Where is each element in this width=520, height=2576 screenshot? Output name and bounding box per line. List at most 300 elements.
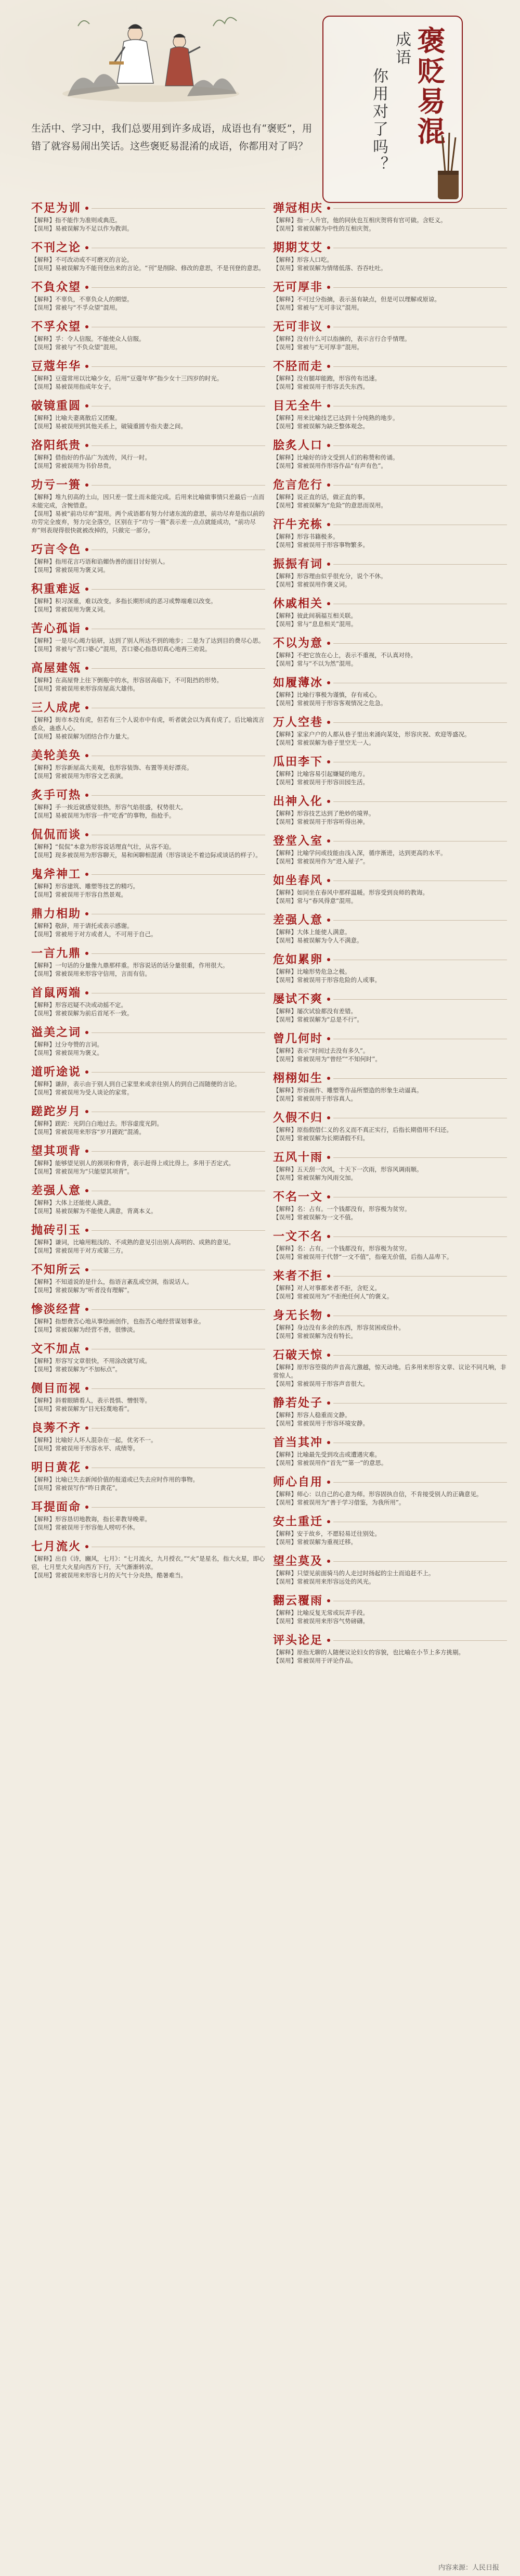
idiom-explanation: 【解释】不知道说的是什么，指语言紊乱或空洞，指说话人。 [31,1278,193,1285]
idiom-title: 不刊之论 [31,241,82,254]
divider [92,1309,265,1310]
idiom-misuse: 【误用】常被误用为“只能望其项背”。 [31,1168,133,1175]
bullet-dot-icon [327,1274,330,1278]
idiom-entry [273,240,507,272]
bullet-dot-icon [327,1354,330,1357]
idiom-entry [273,596,507,628]
bullet-dot-icon [327,1195,330,1198]
idiom-misuse: 【误用】常被误用作褒义词。 [273,581,351,588]
idiom-header [31,438,265,453]
idiom-misuse: 【误用】常被误用为书价昂贵。 [31,462,115,469]
idiom-explanation: 【解释】过分夸赞的言词。 [31,1041,103,1048]
idiom-title: 功亏一篑 [31,478,82,492]
idiom-entry [31,1341,265,1373]
idiom-misuse: 【误用】常被误用为褒义。 [31,1049,103,1056]
idiom-misuse: 【误用】常被与“不孚众望”混用。 [31,304,121,311]
divider [92,795,265,796]
divider [333,801,507,802]
idiom-header [31,827,265,843]
idiom-misuse: 【误用】易被误解为不能使人满意，背离本义。 [31,1207,157,1215]
idiom-title: 苦心孤诣 [31,622,82,635]
idiom-misuse: 【误用】常被误解为一文不值。 [273,1214,357,1221]
idiom-title: 静若处子 [273,1396,323,1410]
idiom-entry [31,1420,265,1452]
idiom-entry [273,635,507,668]
bullet-dot-icon [85,952,88,955]
idiom-misuse: 【误用】常被误用来形容气势磅礴。 [273,1617,369,1625]
idiom-title: 危言危行 [273,478,323,492]
divider [92,1507,265,1508]
idiom-entry [31,1104,265,1136]
idiom-entry [273,1395,507,1427]
idiom-title: 石破天惊 [273,1348,323,1362]
idiom-explanation: 【解释】原指无聊的人随便议论妇女的容貌，也比喻在小节上多方挑剔。 [273,1649,464,1656]
idiom-entry [31,1064,265,1096]
idiom-explanation: 【解释】不辜负，不辜负众人的期望。 [31,296,133,303]
idiom-header [273,675,507,691]
idiom-explanation: 【解释】形容书籍极多。 [273,533,339,540]
idiom-explanation: 【解释】彼此间祸福互相关联。 [273,612,357,619]
idiom-misuse: 【误用】常被误解为“危险”的意思而误用。 [273,502,387,509]
bullet-dot-icon [85,1308,88,1311]
bullet-dot-icon [85,833,88,836]
idiom-misuse: 【误用】易被误解为不足以作为教训。 [31,225,133,232]
divider [92,1388,265,1389]
divider [333,1355,507,1356]
idiom-header [31,1262,265,1278]
idiom-explanation: 【解释】比喻行事极为谨慎，存有戒心。 [273,691,381,698]
idiom-title: 不胫而走 [273,360,323,373]
idiom-entry [31,621,265,653]
idiom-misuse: 【误用】常被误用于代替“一文不值”，指毫无价值，后指人品卑下。 [273,1253,453,1260]
idiom-explanation: 【解释】名：占有。一个钱都没有，形容极为贫穷。 [273,1245,411,1252]
idiom-title: 差强人意 [273,913,323,927]
idiom-title: 身无长物 [273,1309,323,1322]
idiom-header [273,873,507,888]
idiom-misuse: 【误用】常被与“无可厚非”混用。 [273,343,363,351]
idiom-header [31,621,265,636]
idiom-entry [273,754,507,786]
bullet-dot-icon [327,839,330,843]
idiom-misuse: 【误用】易被“前功尽弃”混用。两个成语都有努力付诸东流的意思，前功尽弃是指以前的功劳完全废弃，努力完全落空，区别在于“功亏一篑”表示差一点点就能成功，“前功尽弃”则表现得很快就被改掉的，只做完一部分。 [31,510,265,534]
idiom-header [273,1268,507,1284]
idiom-title: 洛阳纸贵 [31,439,82,452]
idiom-misuse: 【误用】常被与“无可非议”混用。 [273,304,363,311]
idiom-header [273,715,507,730]
idiom-title: 如履薄冰 [273,676,323,690]
idiom-entry [31,946,265,978]
idiom-title: 无可非议 [273,320,323,334]
bullet-dot-icon [327,1639,330,1642]
idiom-misuse: 【误用】常被误用为受人谈论的家常。 [31,1089,133,1096]
bullet-dot-icon [327,760,330,763]
bullet-dot-icon [85,667,88,670]
idiom-misuse: 【误用】常被误用于形容丢失东西。 [273,383,369,390]
idiom-title: 汗牛充栋 [273,518,323,531]
idiom-entry [273,873,507,905]
idiom-explanation: 【解释】在高屋脊上往下倒瓶中的水，形容居高临下，不可阻挡的形势。 [31,677,223,684]
idiom-title: 期期艾艾 [273,241,323,254]
idiom-title: 望尘莫及 [273,1554,323,1568]
idiom-header [273,635,507,651]
bullet-dot-icon [327,1441,330,1444]
idiom-explanation: 【解释】谦辞，表示由于别人到自己家里来或亲往别人的到自己而随便的言论。 [31,1080,241,1088]
idiom-header [273,1308,507,1323]
idiom-explanation: 【解释】手一挨近就感觉很热，形容气焰很盛，权势很大。 [31,804,187,811]
idiom-entry [31,1143,265,1176]
idiom-explanation: 【解释】形容人稳重而文静。 [273,1411,351,1419]
divider [92,953,265,954]
idiom-title: 不以为意 [273,636,323,650]
idiom-entry [31,1539,265,1579]
idiom-entry [273,833,507,865]
idiom-misuse: 【误用】常被误用于形容事物繁多。 [273,541,369,549]
bullet-dot-icon [327,642,330,645]
bullet-dot-icon [85,1110,88,1113]
idiom-explanation: 【解释】没有什么可以指摘的，表示言行合乎情理。 [273,335,411,342]
idiom-header [31,1025,265,1040]
idiom-misuse: 【误用】常被误写作“昨日黄花”。 [31,1484,121,1491]
bullet-dot-icon [327,1401,330,1405]
bullet-dot-icon [327,721,330,724]
idiom-explanation: 【解释】积习深重，难以改变。多指长期形成的恶习或弊端难以改变。 [31,597,217,605]
idiom-misuse: 【误用】常被误用于对方或第三方。 [31,1247,127,1254]
idiom-explanation: 【解释】比喻最先受到攻击或遭遇灾难。 [273,1451,381,1458]
bullet-dot-icon [85,1506,88,1509]
idiom-explanation: 【解释】一句话的分量像九鼎那样重。形容说话的话分量很重，作用很大。 [31,962,229,969]
idiom-header [273,754,507,770]
idiom-title: 鼎力相助 [31,907,82,921]
idiom-misuse: 【误用】常被误用为褒义词。 [31,566,109,573]
idiom-entry [31,660,265,693]
idiom-entry [273,1435,507,1467]
idiom-entry [31,240,265,272]
scholar-illustration [57,5,244,104]
idiom-entry [273,359,507,391]
idiom-explanation: 【解释】如同坐在春风中那样温暖。形容受到良师的教诲。 [273,889,428,896]
idiom-explanation: 【解释】对人对事都来者不拒，含贬义。 [273,1284,381,1292]
idiom-header [273,200,507,216]
divider [92,874,265,875]
idiom-title: 不孚众望 [31,320,82,334]
idiom-explanation: 【解释】不可改动或不可磨灭的言论。 [31,256,133,263]
idiom-explanation: 【解释】指用花言巧语和谄媚伪善的面目讨好别人。 [31,558,169,565]
idiom-header [31,748,265,763]
idiom-header [31,240,265,256]
divider [92,1072,265,1073]
idiom-entry [273,1150,507,1182]
divider [333,564,507,565]
idiom-explanation: 【解释】堆九仞高的土山，因只差一筐土而未能完成。后用来比喻做事情只差最后一点而未能完成，含惋惜意。 [31,493,265,509]
idiom-explanation: 【解释】大体上能使人满意。 [273,928,351,936]
idiom-explanation: 【解释】形容写文章很快，不用涂改就写成。 [31,1357,151,1364]
idiom-entry [273,319,507,351]
idiom-misuse: 【误用】常与“春风得意”混用。 [273,897,357,904]
idiom-explanation: 【解释】比喻好人坏人混杂在一起，优劣不一。 [31,1436,157,1444]
idiom-entry [31,581,265,614]
idiom-misuse: 【误用】常被误用来形容远处的风光。 [273,1578,375,1585]
idiom-header [273,517,507,532]
idiom-entry [31,438,265,470]
bullet-dot-icon [85,444,88,447]
bullet-dot-icon [85,1229,88,1232]
idiom-entry [31,700,265,741]
idiom-misuse: 【误用】常被误用于形容危险的人或事。 [273,976,381,984]
divider [92,445,265,446]
idiom-explanation: 【解释】表示“时间过去没有多久”。 [273,1047,369,1054]
bullet-dot-icon [85,912,88,915]
idiom-header [31,319,265,335]
idiom-title: 差强人意 [31,1184,82,1197]
idiom-misuse: 【误用】常被误用为形容文艺表演。 [31,772,127,780]
idiom-header [273,1031,507,1047]
idiom-explanation: 【解释】形容技艺达到了绝妙的境界。 [273,810,375,817]
idiom-header [273,438,507,453]
idiom-header [31,1539,265,1554]
idiom-explanation: 【解释】说正直的话，做正直的事。 [273,493,369,501]
bullet-dot-icon [327,1037,330,1040]
idiom-header [31,279,265,295]
title-block [317,16,468,213]
idiom-entry [31,398,265,430]
bullet-dot-icon [327,1520,330,1523]
idiom-misuse: 【误用】易被误用指成年女子。 [31,383,115,390]
idiom-title: 三人成虎 [31,701,82,715]
idiom-misuse: 【误用】常被用于对方或者人，不可用于自己。 [31,930,157,938]
idiom-title: 耳提面命 [31,1500,82,1514]
idiom-title: 曾几何时 [273,1032,323,1045]
divider [92,668,265,669]
idiom-misuse: 【误用】常被误用来形容“岁月蹉跎”混淆。 [31,1128,145,1136]
idiom-misuse: 【误用】常被误用于形容听得出神。 [273,818,369,825]
idiom-header [31,1064,265,1080]
idiom-header [273,1150,507,1165]
idiom-header [273,833,507,849]
idiom-explanation: 【解释】敬辞，用于请托或表示感谢。 [31,922,133,929]
divider [333,722,507,723]
idiom-header [273,1189,507,1205]
idiom-entry [273,398,507,430]
idiom-title: 文不加点 [31,1342,82,1356]
idiom-explanation: 【解释】比喻形势危急之极。 [273,968,351,975]
idiom-misuse: 【误用】常与“息息相关”混用。 [273,620,357,628]
idiom-title: 休戚相关 [273,597,323,610]
idiom-header [273,1514,507,1529]
divider [333,643,507,644]
idiom-explanation: 【解释】身边没有多余的东西，形容贫困或俭朴。 [273,1324,405,1331]
idiom-header [31,787,265,803]
idiom-misuse: 【误用】常被误用为“不拒绝任何人”的褒义。 [273,1293,393,1300]
idiom-misuse: 【误用】常被误用来形容房屋高大雄伟。 [31,685,139,692]
idiom-explanation: 【解释】比喻夫妻离散后又团聚。 [31,414,121,422]
idiom-entry [273,517,507,549]
idiom-entry [273,952,507,984]
bullet-dot-icon [85,1150,88,1153]
idiom-explanation: 【解释】能够望见别人的颈项和脊背，表示赶得上或比得上。多用于否定式。 [31,1159,235,1167]
bullet-dot-icon [327,483,330,487]
idiom-entry [31,985,265,1017]
source-credit: 内容来源：人民日报 [438,2564,499,2572]
idiom-entry [31,279,265,312]
divider [92,208,265,209]
idiom-entry [273,1308,507,1340]
idiom-header [31,1104,265,1119]
idiom-header [273,952,507,967]
idiom-entry [31,1183,265,1215]
idiom-misuse: 【误用】常被误解为“不加标点”。 [31,1366,121,1373]
bullet-dot-icon [327,1116,330,1119]
idiom-misuse: 【误用】常被误用为“曾经”“不知何时”。 [273,1055,381,1063]
idiom-misuse: 【误用】易被误解为不能刊登出来的言论。“刊”是削除、修改的意思，不是刊登的意思。 [31,264,265,272]
idiom-entry [31,787,265,820]
idiom-misuse: 【误用】常被误解为中性的互相庆贺。 [273,225,375,232]
idiom-header [31,398,265,414]
divider [333,1078,507,1079]
bullet-dot-icon [85,1466,88,1469]
bullet-dot-icon [327,998,330,1001]
idiom-title: 侃侃而谈 [31,828,82,841]
idiom-header [273,1593,507,1609]
idiom-title: 良莠不齐 [31,1421,82,1435]
idiom-misuse: 【误用】常被误解为巷子里空无一人。 [273,739,375,746]
idiom-explanation: 【解释】比喻学问或技能由浅入深，循序渐进，达到更高的水平。 [273,849,447,857]
idiom-misuse: 【误用】易被误用为形容一件“吃香”的事物，指抢手。 [31,812,175,819]
idiom-entry [273,1593,507,1625]
idiom-entry [273,715,507,747]
idiom-explanation: 【解释】蹉跎：光阴白白地过去。形容虚度光阴。 [31,1120,163,1127]
idiom-header [31,581,265,597]
idiom-title: 五风十雨 [273,1151,323,1164]
idiom-title: 高屋建瓴 [31,661,82,675]
idiom-explanation: 【解释】形容迟疑不决或动摇不定。 [31,1001,127,1009]
idiom-entry [273,477,507,509]
idiom-explanation: 【解释】谦词，比喻用粗浅的、不成熟的意见引出别人高明的、成熟的意见。 [31,1239,235,1246]
idiom-title: 师心自用 [273,1475,323,1489]
idiom-title: 惨淡经营 [31,1303,82,1316]
bullet-dot-icon [327,1235,330,1238]
idiom-title: 弹冠相庆 [273,201,323,215]
idiom-entry [31,1499,265,1532]
idiom-title: 美轮美奂 [31,749,82,762]
idiom-explanation: 【解释】用来比喻技艺已达到十分纯熟的地步。 [273,414,399,422]
idiom-header [31,906,265,922]
divider [92,1032,265,1033]
idiom-explanation: 【解释】屡次试验都没有差错。 [273,1008,357,1015]
divider [333,1561,507,1562]
bullet-dot-icon [85,365,88,368]
bullet-dot-icon [85,1189,88,1192]
bullet-dot-icon [327,958,330,961]
idiom-header [31,1341,265,1357]
idiom-misuse: 【误用】常与“不以为然”混用。 [273,660,357,667]
idiom-title: 七月流火 [31,1540,82,1553]
idiom-header [273,1070,507,1086]
idiom-entry [273,1110,507,1142]
idiom-misuse: 【误用】易被误解为令人不满意。 [273,937,363,944]
idiom-misuse: 【误用】常被误用于形容他人唠叨不休。 [31,1524,139,1531]
idiom-title: 炙手可热 [31,788,82,802]
bullet-dot-icon [85,754,88,757]
bullet-dot-icon [85,207,88,210]
idiom-header [31,1499,265,1515]
bullet-dot-icon [327,919,330,922]
idiom-entry [31,1381,265,1413]
idiom-misuse: 【误用】常被误解为“总是不行”。 [273,1016,363,1023]
idiom-entry [273,1229,507,1261]
bullet-dot-icon [327,325,330,328]
idiom-misuse: 【误用】现多被误用为形容聊天，易和闲聊相混淆（形容谈论不着边际或谈话的样子）。 [31,851,262,859]
divider [333,208,507,209]
bullet-dot-icon [327,286,330,289]
idiom-misuse: 【误用】常被误解为缺乏整体观念。 [273,423,369,430]
idiom-title: 翻云覆雨 [273,1594,323,1608]
idiom-title: 一言九鼎 [31,947,82,960]
idiom-explanation: 【解释】五天刮一次风，十天下一次雨，形容风调雨顺。 [273,1166,423,1173]
idiom-misuse: 【误用】常被误用于形容自然景观。 [31,891,127,898]
idiom-header [31,359,265,374]
divider [333,1482,507,1483]
idiom-explanation: 【解释】借指好的作品广为流传，风行一时。 [31,454,151,461]
idiom-explanation: 【解释】名：占有。一个钱都没有，形容极为贫穷。 [273,1205,411,1213]
idiom-explanation: 【解释】大体上还能使人满意。 [31,1199,115,1206]
idiom-explanation: 【解释】指一人升官，他的同伙也互相庆贺将有官可做。含贬义。 [273,216,447,224]
idiom-header [273,359,507,374]
bullet-dot-icon [85,1070,88,1074]
bullet-dot-icon [85,404,88,407]
idiom-title: 巧言令色 [31,543,82,556]
idiom-explanation: 【解释】只望见前面骑马的人走过时扬起的尘土而追赶不上。 [273,1570,435,1577]
bullet-dot-icon [327,1156,330,1159]
bullet-dot-icon [85,1268,88,1271]
idiom-header [273,477,507,493]
idiom-header [273,1435,507,1450]
idiom-title: 积重难返 [31,582,82,596]
idiom-entry [273,279,507,312]
idiom-header [273,912,507,928]
idiom-header [273,1229,507,1244]
idiom-explanation: 【解释】形容画作、雕塑等作品所塑造的形象生动逼真。 [273,1087,423,1094]
idiom-title: 屡试不爽 [273,992,323,1006]
bullet-dot-icon [85,991,88,994]
idiom-entry [273,438,507,470]
idiom-misuse: 【误用】常被误用于形容客观情况之危急。 [273,699,387,707]
idiom-title: 危如累卵 [273,953,323,966]
idiom-explanation: 【解释】安于故乡，不愿轻易迁往别处。 [273,1530,381,1537]
idiom-entry [273,556,507,589]
idiom-entry [31,359,265,391]
idiom-misuse: 【误用】常被误用作形容作品“有声有色”。 [273,462,387,469]
idiom-entry [273,1553,507,1586]
idiom-title: 瓜田李下 [273,755,323,769]
idiom-header [273,1110,507,1126]
idiom-title: 久假不归 [273,1111,323,1125]
bullet-dot-icon [85,873,88,876]
bullet-dot-icon [85,794,88,797]
idiom-entry [31,866,265,899]
idiom-entry [31,1302,265,1334]
idiom-misuse: 【误用】易被误解为团结合作力量大。 [31,733,133,740]
idiom-header [31,1302,265,1317]
bullet-dot-icon [85,706,88,709]
divider [92,287,265,288]
idiom-explanation: 【解释】不可过分指摘，表示虽有缺点，但是可以理解或原谅。 [273,296,440,303]
idiom-explanation: 【解释】师心：以自己的心意为师。形容固执自信，不肯接受别人的正确意见。 [273,1490,483,1498]
idiom-title: 明日黄花 [31,1461,82,1474]
divider [92,485,265,486]
idiom-title: 安土重迁 [273,1515,323,1528]
bullet-dot-icon [327,1077,330,1080]
bullet-dot-icon [85,246,88,249]
